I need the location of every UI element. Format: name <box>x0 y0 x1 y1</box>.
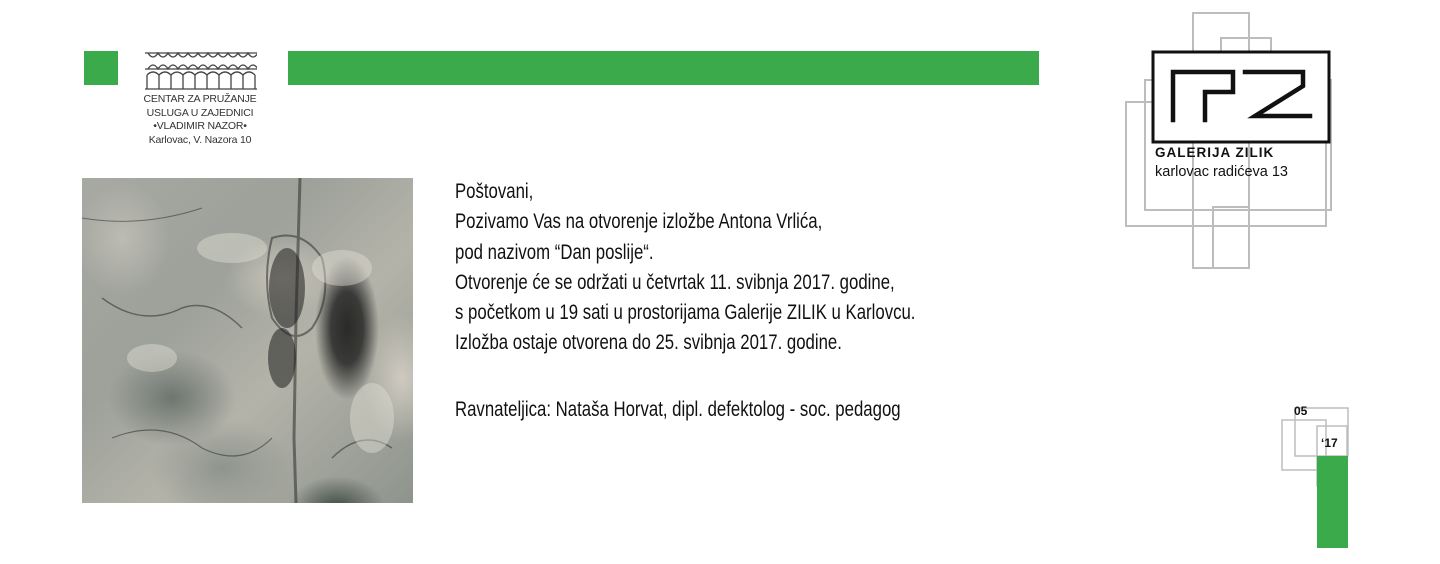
letter-line-5: Izložba ostaje otvorena do 25. svibnja 2017. godine. <box>455 330 842 355</box>
artwork-image <box>82 178 413 503</box>
center-line-2: USLUGA U ZAJEDNICI <box>146 106 254 119</box>
letter-greeting: Poštovani, <box>455 179 534 203</box>
letter-line-4: s početkom u 19 sati u prostorijama Galerije ZILIK u Karlovcu. <box>455 300 916 325</box>
green-square-accent <box>84 51 118 85</box>
letter-line-1: Pozivamo Vas na otvorenje izložbe Antona Vrlića, <box>455 209 823 234</box>
date-month: 05 <box>1294 404 1308 418</box>
center-line-3: •VLADIMIR NAZOR• <box>153 120 247 132</box>
date-year: ‘17 <box>1321 436 1338 450</box>
center-logo <box>145 51 257 91</box>
letter-line-2: pod nazivom “Dan poslije“. <box>455 239 654 264</box>
painting-texture-icon <box>82 178 413 503</box>
ornament-logo-icon <box>145 51 257 91</box>
gallery-logo <box>1125 12 1335 270</box>
center-line-4: Karlovac, V. Nazora 10 <box>148 133 252 146</box>
center-address-block <box>130 93 270 147</box>
gallery-name: GALERIJA ZILIK <box>1155 145 1275 160</box>
gallery-address: karlovac radićeva 13 <box>1155 164 1288 180</box>
letter-line-3: Otvorenje će se održati u četvrtak 11. svibnja 2017. godine, <box>455 269 895 294</box>
letter-signature: Ravnateljica: Nataša Horvat, dipl. defektolog - soc. pedagog <box>455 396 901 421</box>
gallery-frame-icon <box>1125 12 1335 270</box>
invitation-letter <box>455 176 915 424</box>
green-header-bar <box>288 51 1039 85</box>
date-mark <box>1281 396 1351 550</box>
center-line-1: CENTAR ZA PRUŽANJE <box>143 93 257 105</box>
date-frame-icon <box>1281 396 1351 550</box>
